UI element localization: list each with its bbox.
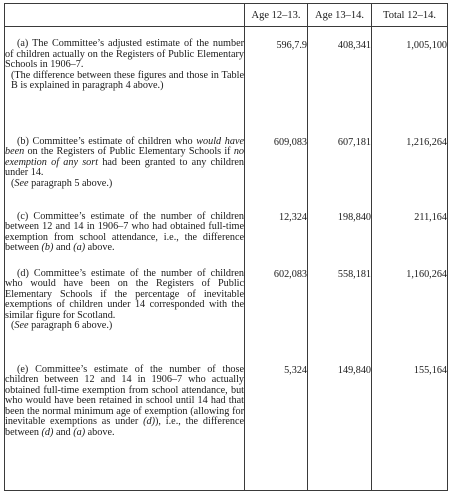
row-description [5,269,245,365]
cell-age-13-14: 149,840 [308,365,372,491]
table-row [5,137,448,212]
table-row [5,212,448,269]
cell-age-13-14: 558,181 [308,269,372,365]
cell-age-13-14: 198,840 [308,212,372,269]
cell-total: 155,164 [372,365,448,491]
row-description: (e) Committee’s estimate of the number of those children between 12 and 14 in 1906–7 who actually obtained full-time exemption from school attendance, but who would have been retained in school until 14 had that been the normal minimum age of exemption (allowing for inevitable exemptions as under (d)), i.e., the difference between (d) and (a) above. [5,365,245,491]
header-total-12-14: Total 12–14. [372,4,448,27]
row-description [5,27,245,137]
cell-age-13-14: 607,181 [308,137,372,212]
cell-age-12-13: 5,324 [245,365,308,491]
cell-age-13-14: 408,341 [308,27,372,137]
row-label: (c) [17,210,29,222]
statistics-table [4,3,448,491]
row-text: The Committee’s adjusted estimate of the number of children actually on the Registers of Public Elementary Schools in 1906–7. [5,38,244,71]
row-note: (See paragraph 5 above.) [11,177,113,189]
row-label: (d) [17,267,29,279]
table-row [5,365,448,491]
row-text: Committee’s estimate of the number of those children between 12 and 14 in 1906–7 who actually obtained full-time exemption from school attendance, but who would have been retained in school until 14 had that been the normal minimum age of exemption (allowing for inevitable exemptions as under [5,363,244,428]
table-row [5,269,448,365]
row-label: (e) [17,363,29,375]
cell-total: 1,005,100 [372,27,448,137]
row-label: (a) [17,38,29,49]
header-row [5,4,448,27]
row-note: (The difference between these figures and those in Table B is explained in paragraph 4 above.) [11,69,244,92]
cell-total: 1,160,264 [372,269,448,365]
cell-age-12-13: 602,083 [245,269,308,365]
row-description: (b) Committee’s estimate of children who would have been on the Registers of Public Elementary Schools if no exemption of any sort had been granted to any children under 14. (See paragraph 5 above.) [5,137,245,212]
cell-age-12-13: 12,324 [245,212,308,269]
cell-age-12-13: 609,083 [245,137,308,212]
row-description: (c) Committee’s estimate of the number of children between 12 and 14 in 1906–7 who had obtained full-time exemption from school attendance, i.e., the difference between (b) and (a) above. [5,212,245,269]
header-age-12-13: Age 12–13. [245,4,308,27]
row-text: Committee’s estimate of the number of children who would have been on the Registers of Public Elementary Schools if the percentage of inevitable exemptions of children under 14 corresponded with the similar figure for Scotland. [5,267,244,321]
row-label: (b) [17,135,29,147]
table-row [5,27,448,137]
row-note: (See paragraph 6 above.) [11,320,113,332]
header-age-13-14: Age 13–14. [308,4,372,27]
row-text: Committee’s estimate of the number of children between 12 and 14 in 1906–7 who had obtained full-time exemption from school attendance, i.e., the difference between [5,210,244,254]
cell-total: 211,164 [372,212,448,269]
header-description [5,4,245,27]
cell-total: 1,216,264 [372,137,448,212]
cell-age-12-13: 596,7.9 [245,27,308,137]
